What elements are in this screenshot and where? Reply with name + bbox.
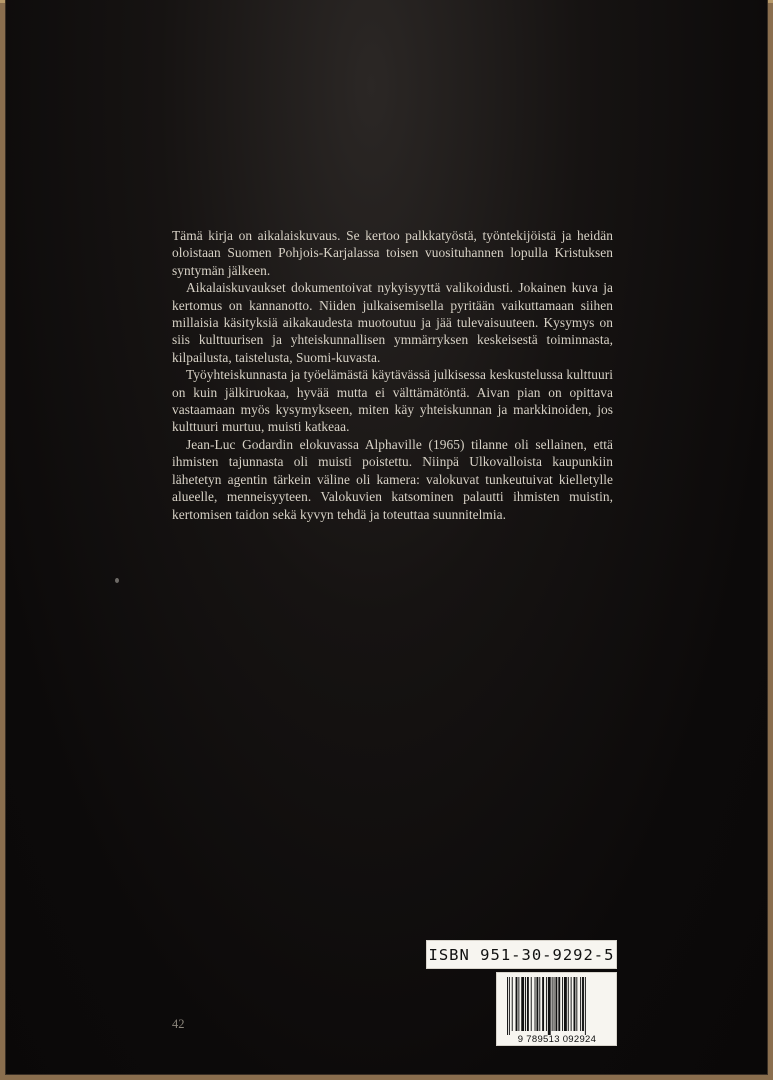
barcode-bar — [558, 977, 560, 1031]
barcode-bar — [552, 977, 553, 1031]
book-back-cover — [6, 0, 767, 1074]
barcode-bar — [582, 977, 584, 1031]
barcode-bar — [507, 977, 508, 1035]
barcode-bar — [574, 977, 576, 1031]
blurb-paragraph-2: Aikalaiskuvaukset dokumentoivat nykyisyyttä valikoidusti. Jokainen kuva ja kertomus on kannanotto. Niiden julkaisemisella pyritään vaikuttamaan siihen millaisia käsityksiä aikakaudesta muotoutuu ja jää tulevaisuuteen. Kysymys on siis kulttuurisen ja yhteiskunnallisen ymmärryksen keskeisestä toiminnasta, kilpailusta, taistelusta, Suomi-kuvasta. — [172, 280, 613, 365]
blurb-paragraph-1: Tämä kirja on aikalaiskuvaus. Se kertoo palkkatyöstä, työntekijöistä ja heidän oloistaan Suomen Pohjois-Karjalassa toisen vuosituhannen lopulla Kristuksen syntymän jälkeen. — [172, 228, 613, 278]
barcode-bar — [527, 977, 529, 1031]
barcode-bar — [580, 977, 581, 1031]
barcode-bar — [539, 977, 540, 1031]
isbn-text: ISBN 951-30-9292-5 — [428, 945, 615, 964]
barcode-bar — [568, 977, 569, 1031]
barcode-bar — [562, 977, 563, 1031]
barcode-bar — [509, 977, 510, 1035]
barcode-bar — [525, 977, 526, 1031]
barcode — [496, 972, 617, 1046]
barcode-bar — [521, 977, 524, 1031]
barcode-bar — [571, 977, 572, 1031]
barcode-graphic — [497, 973, 618, 1047]
barcode-number: 9 789513 092924 — [517, 1034, 597, 1045]
isbn-label — [426, 940, 617, 969]
barcode-bars — [507, 977, 586, 1035]
back-cover-blurb — [172, 227, 613, 523]
barcode-bar — [518, 977, 519, 1031]
page-number: 42 — [172, 1017, 185, 1031]
barcode-bar — [548, 977, 551, 1035]
barcode-bar — [536, 977, 538, 1031]
blurb-paragraph-3: Työyhteiskunnasta ja työelämästä käytävässä julkisessa keskustelussa kulttuuri on kuin jälkiruokaa, hyvää mutta ei välttämätöntä. Aivan pian on opittava vastaamaan myös kysymykseen, miten käy yhteiskunnan ja markkinoiden, jos kulttuuri murtuu, muisti katkeaa. — [172, 367, 613, 435]
barcode-bar — [564, 977, 567, 1031]
barcode-bar — [554, 977, 555, 1031]
barcode-bar — [576, 977, 577, 1031]
barcode-bar — [546, 977, 547, 1031]
dust-speck — [115, 578, 119, 583]
barcode-bar — [585, 977, 586, 1035]
barcode-bar — [555, 977, 557, 1031]
barcode-bar — [542, 977, 544, 1031]
barcode-bar — [512, 977, 513, 1031]
barcode-bar — [531, 977, 532, 1031]
blurb-paragraph-4: Jean-Luc Godardin elokuvassa Alphaville (1965) tilanne oli sellainen, että ihmisten tajunnasta oli muisti poistettu. Niinpä Ulkovalloista kaupunkiin lähetetyn agentin tärkein väline oli kamera: valokuvat tunkeutuivat kielletylle alueelle, menneisyyteen. Valokuvien katsominen palautti ihmisten muistin, kertomisen taidon sekä kyvyn tehdä ja toteuttaa suunnitelmia. — [172, 436, 613, 522]
barcode-bar — [516, 977, 518, 1031]
barcode-bar — [535, 977, 536, 1031]
